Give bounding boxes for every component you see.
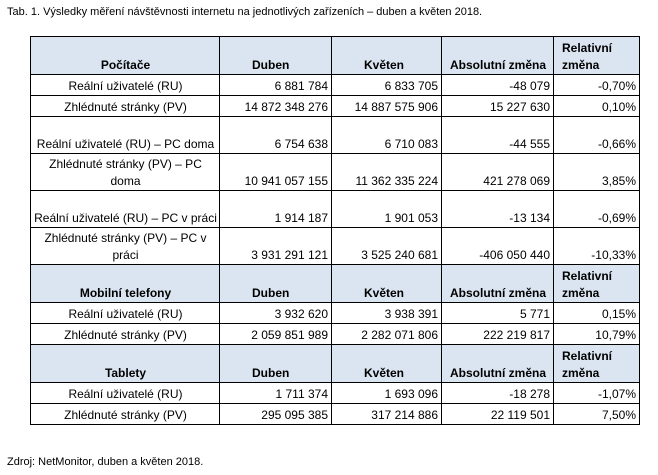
cell-relative: -0,70%: [554, 75, 640, 96]
table-row: [31, 383, 640, 404]
cell-april: 295 095 385: [220, 404, 332, 425]
row-label: Reální uživatelé (RU): [31, 383, 220, 404]
row-label: Zhlédnuté stránky (PV) – PC doma: [31, 154, 220, 191]
table-row: [31, 303, 640, 324]
cell-absolute: -18 278: [442, 383, 554, 404]
table-row: [31, 117, 640, 154]
cell-absolute: 222 219 817: [442, 324, 554, 345]
table-row: [31, 324, 640, 345]
cell-may: 3 938 391: [332, 303, 442, 324]
cell-relative: -1,07%: [554, 383, 640, 404]
cell-april: 6 881 784: [220, 75, 332, 96]
row-label: Zhlédnuté stránky (PV): [31, 324, 220, 345]
cell-may: 3 525 240 681: [332, 228, 442, 265]
cell-absolute: -13 134: [442, 191, 554, 228]
row-label: Zhlédnuté stránky (PV) – PC v práci: [31, 228, 220, 265]
cell-may: 317 214 886: [332, 404, 442, 425]
cell-april: 1 914 187: [220, 191, 332, 228]
header-category: Mobilní telefony: [31, 265, 220, 303]
header-april: Duben: [220, 265, 332, 303]
header-category: Počítače: [31, 37, 220, 75]
cell-may: 6 833 705: [332, 75, 442, 96]
cell-may: 2 282 071 806: [332, 324, 442, 345]
row-label: Reální uživatelé (RU): [31, 75, 220, 96]
header-april: Duben: [220, 345, 332, 383]
cell-absolute: -406 050 440: [442, 228, 554, 265]
header-absolute-change: Absolutní změna: [442, 345, 554, 383]
header-april: Duben: [220, 37, 332, 75]
header-may: Květen: [332, 345, 442, 383]
cell-relative: -0,69%: [554, 191, 640, 228]
section-header-mobile: [31, 265, 640, 303]
row-label: Reální uživatelé (RU) – PC v práci: [31, 191, 220, 228]
section-header-computers: [31, 37, 640, 75]
cell-absolute: 5 771: [442, 303, 554, 324]
cell-relative: -10,33%: [554, 228, 640, 265]
table-row: [31, 96, 640, 117]
header-relative-change: Relativní změna: [554, 37, 640, 75]
table-row: [31, 191, 640, 228]
header-may: Květen: [332, 265, 442, 303]
section-header-tablets: [31, 345, 640, 383]
cell-relative: 3,85%: [554, 154, 640, 191]
header-relative-change: Relativní změna: [554, 265, 640, 303]
table-row: [31, 404, 640, 425]
row-label: Reální uživatelé (RU): [31, 303, 220, 324]
cell-may: 1 901 053: [332, 191, 442, 228]
cell-may: 14 887 575 906: [332, 96, 442, 117]
cell-april: 3 932 620: [220, 303, 332, 324]
cell-april: 2 059 851 989: [220, 324, 332, 345]
cell-may: 1 693 096: [332, 383, 442, 404]
source-note: Zdroj: NetMonitor, duben a květen 2018.: [7, 456, 204, 468]
cell-april: 6 754 638: [220, 117, 332, 154]
cell-april: 3 931 291 121: [220, 228, 332, 265]
visits-table: [30, 36, 640, 425]
row-label: Reální uživatelé (RU) – PC doma: [31, 117, 220, 154]
row-label: Zhlédnuté stránky (PV): [31, 404, 220, 425]
cell-relative: 7,50%: [554, 404, 640, 425]
table-row: [31, 154, 640, 191]
table-caption: Tab. 1. Výsledky měření návštěvnosti internetu na jednotlivých zařízeních – duben a květen 2018.: [7, 6, 483, 18]
cell-absolute: -48 079: [442, 75, 554, 96]
header-relative-change: Relativní změna: [554, 345, 640, 383]
cell-absolute: 421 278 069: [442, 154, 554, 191]
header-category: Tablety: [31, 345, 220, 383]
cell-may: 6 710 083: [332, 117, 442, 154]
cell-relative: -0,66%: [554, 117, 640, 154]
table-row: [31, 228, 640, 265]
cell-may: 11 362 335 224: [332, 154, 442, 191]
table-row: [31, 75, 640, 96]
header-absolute-change: Absolutní změna: [442, 37, 554, 75]
header-may: Květen: [332, 37, 442, 75]
cell-april: 14 872 348 276: [220, 96, 332, 117]
cell-april: 1 711 374: [220, 383, 332, 404]
cell-relative: 10,79%: [554, 324, 640, 345]
header-absolute-change: Absolutní změna: [442, 265, 554, 303]
cell-april: 10 941 057 155: [220, 154, 332, 191]
cell-relative: 0,15%: [554, 303, 640, 324]
cell-absolute: 15 227 630: [442, 96, 554, 117]
row-label: Zhlédnuté stránky (PV): [31, 96, 220, 117]
cell-absolute: -44 555: [442, 117, 554, 154]
cell-relative: 0,10%: [554, 96, 640, 117]
cell-absolute: 22 119 501: [442, 404, 554, 425]
